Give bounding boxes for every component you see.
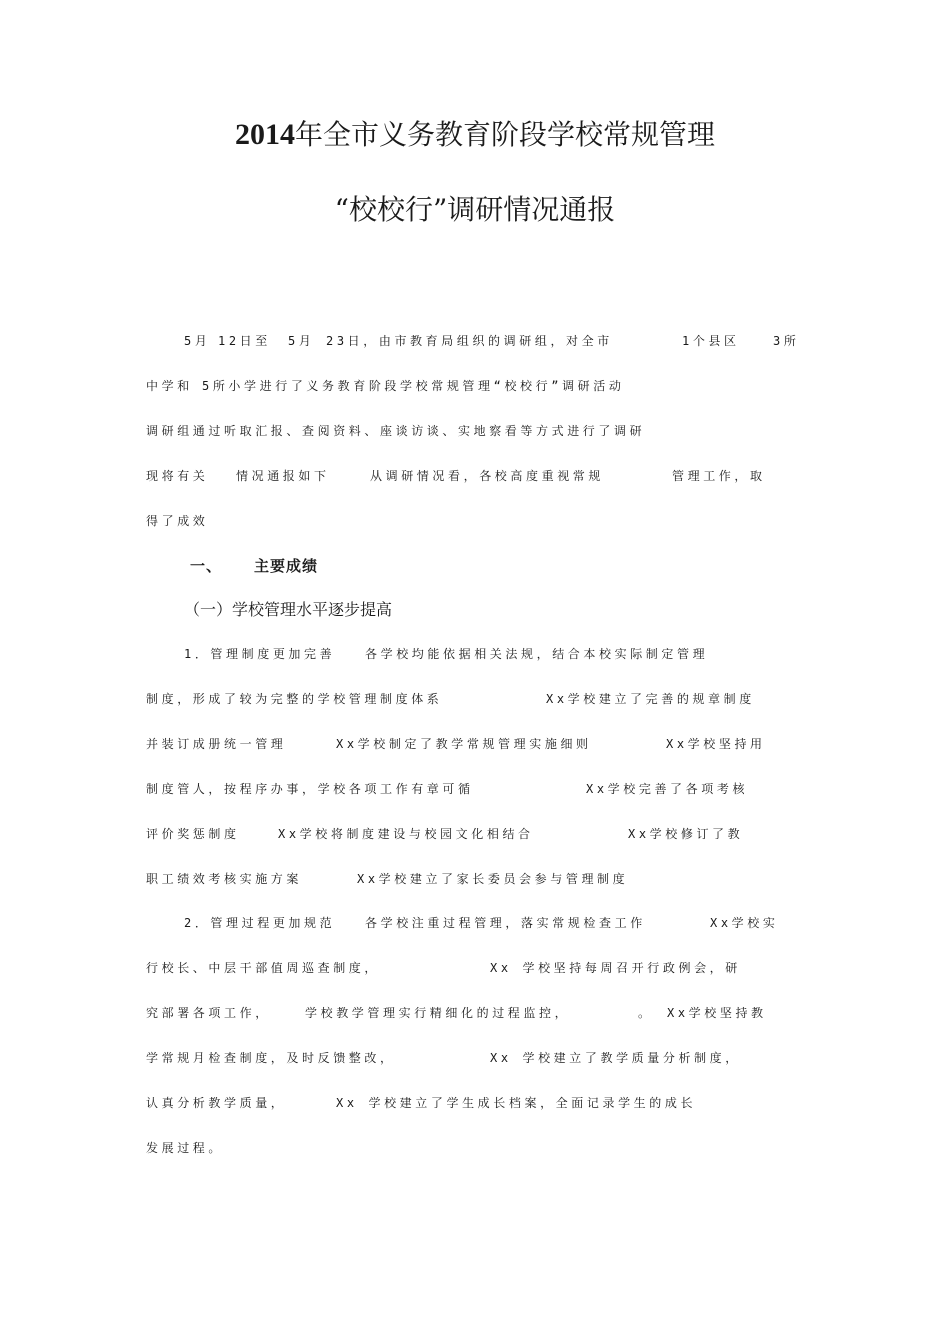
text-segment: 1．管理制度更加完善 bbox=[184, 647, 336, 661]
text-segment: 各学校均能依据相关法规，结合本校实际制定管理 bbox=[365, 647, 709, 661]
paragraph-line bbox=[0, 1137, 950, 1159]
intro-line bbox=[0, 510, 950, 532]
text-segment: Xx 学校建立了学生成长档案，全面记录学生的成长 bbox=[336, 1096, 697, 1110]
text-segment: Xx 学校坚持每周召开行政例会，研 bbox=[490, 961, 741, 975]
text-segment: 从调研情况看，各校高度重视常规 bbox=[370, 469, 605, 483]
intro-line bbox=[0, 330, 950, 352]
paragraph-line bbox=[0, 1092, 950, 1114]
text-segment: 12日至 bbox=[218, 334, 271, 348]
text-segment: 认真分析教学质量， bbox=[146, 1096, 287, 1110]
text-segment: Xx学校坚持教 bbox=[667, 1006, 767, 1020]
text-segment: 评价奖惩制度 bbox=[146, 827, 240, 841]
text-segment: 5月 bbox=[288, 334, 315, 348]
text-segment: 5月 bbox=[184, 334, 211, 348]
text-segment: Xx 学校建立了教学质量分析制度， bbox=[490, 1051, 741, 1065]
text-segment: 制度，形成了较为完整的学校管理制度体系 bbox=[146, 692, 443, 706]
text-segment: 发展过程。 bbox=[146, 1141, 225, 1155]
text-segment: Xx学校建立了家长委员会参与管理制度 bbox=[357, 872, 629, 886]
paragraph-line bbox=[0, 957, 950, 979]
text-segment: 各学校注重过程管理，落实常规检查工作 bbox=[365, 916, 646, 930]
text-segment: 制度管人，按程序办事，学校各项工作有章可循 bbox=[146, 782, 474, 796]
text-segment: Xx学校实 bbox=[710, 916, 779, 930]
text-segment: 5所小学进行了义务教育阶段学校常规管理“校校行”调研活动 bbox=[202, 379, 625, 393]
section-number: 一、 bbox=[190, 557, 223, 575]
text-segment: 23日，由市教育局组织的调研组，对全市 bbox=[326, 334, 613, 348]
paragraph-line bbox=[0, 823, 950, 845]
title-year: 2014 bbox=[234, 118, 295, 151]
text-segment: 管理工作，取 bbox=[672, 469, 766, 483]
text-segment: Xx学校制定了教学常规管理实施细则 bbox=[336, 737, 592, 751]
text-segment: 学校教学管理实行精细化的过程监控， bbox=[305, 1006, 571, 1020]
text-segment: 究部署各项工作， bbox=[146, 1006, 271, 1020]
text-segment: 学常规月检查制度，及时反馈整改， bbox=[146, 1051, 396, 1065]
text-segment: 1个县区 bbox=[682, 334, 740, 348]
section-heading: 主要成绩 bbox=[254, 557, 319, 575]
text-segment: 得了成效 bbox=[146, 514, 209, 528]
text-segment: Xx学校坚持用 bbox=[666, 737, 766, 751]
text-segment: 情况通报如下 bbox=[236, 469, 330, 483]
intro-line bbox=[0, 465, 950, 487]
text-segment: Xx学校建立了完善的规章制度 bbox=[546, 692, 755, 706]
paragraph-line bbox=[0, 778, 950, 800]
text-segment: 调研组通过听取汇报、查阅资料、座谈访谈、实地察看等方式进行了调研 bbox=[146, 424, 646, 438]
text-segment: 职工绩效考核实施方案 bbox=[146, 872, 303, 886]
document-title-line-1 bbox=[0, 113, 950, 153]
text-segment: 。 bbox=[638, 1006, 654, 1020]
text-segment: Xx学校完善了各项考核 bbox=[586, 782, 749, 796]
paragraph-line bbox=[0, 868, 950, 890]
text-segment: 行校长、中层干部值周巡查制度， bbox=[146, 961, 381, 975]
paragraph-line bbox=[0, 912, 950, 934]
paragraph-line bbox=[0, 643, 950, 665]
text-segment: Xx学校修订了教 bbox=[628, 827, 744, 841]
text-segment: 并装订成册统一管理 bbox=[146, 737, 287, 751]
document-title-line-2: “校校行”调研情况通报 bbox=[334, 193, 616, 226]
text-segment: 中学和 bbox=[146, 379, 193, 393]
paragraph-line bbox=[0, 1002, 950, 1024]
text-segment: 现将有关 bbox=[146, 469, 209, 483]
subsection-heading: （一）学校管理水平逐步提高 bbox=[184, 600, 393, 619]
text-segment: 3所 bbox=[773, 334, 800, 348]
paragraph-line bbox=[0, 688, 950, 710]
paragraph-line bbox=[0, 733, 950, 755]
text-segment: 2．管理过程更加规范 bbox=[184, 916, 336, 930]
intro-line bbox=[0, 420, 950, 442]
intro-line bbox=[0, 375, 950, 397]
text-segment: Xx学校将制度建设与校园文化相结合 bbox=[278, 827, 534, 841]
title-line-1-text: 年全市义务教育阶段学校常规管理 bbox=[294, 118, 715, 151]
paragraph-line bbox=[0, 1047, 950, 1069]
